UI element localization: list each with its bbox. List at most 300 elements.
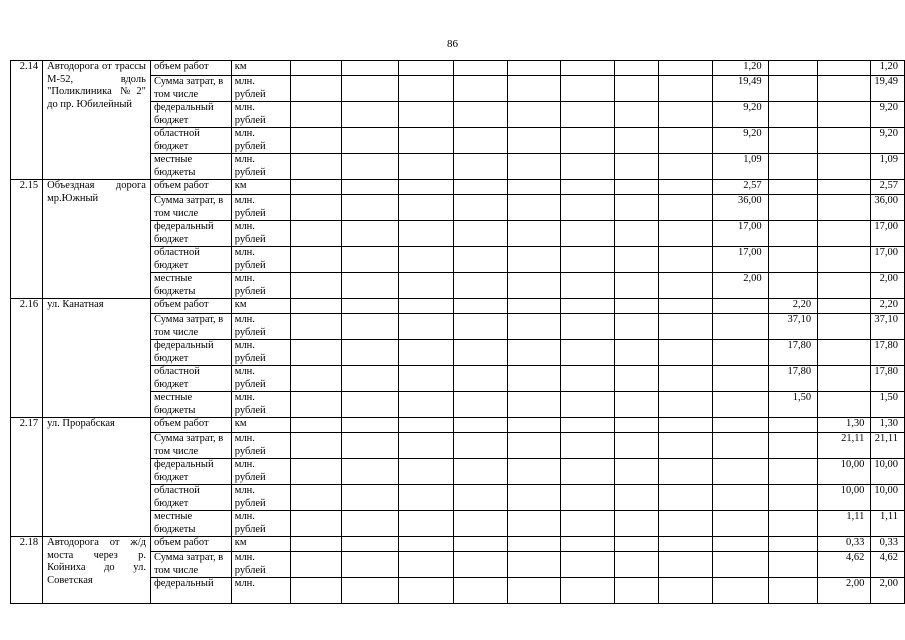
- total-value: 17,80: [871, 340, 905, 366]
- total-value: 17,80: [871, 366, 905, 392]
- period-value: [712, 459, 768, 485]
- expense-type: областной бюджет: [150, 366, 231, 392]
- unit: млн. рублей: [231, 102, 290, 128]
- period-value: 10,00: [818, 459, 871, 485]
- period-value: [768, 221, 818, 247]
- budget-table: [10, 60, 905, 604]
- period-value: [290, 485, 342, 511]
- unit: млн. рублей: [231, 195, 290, 221]
- period-value: [342, 180, 399, 195]
- period-value: [614, 221, 659, 247]
- total-value: 2,20: [871, 299, 905, 314]
- total-value: 2,00: [871, 578, 905, 604]
- section-code: 2.17: [11, 418, 43, 537]
- period-value: 17,00: [712, 247, 768, 273]
- period-value: [659, 485, 712, 511]
- period-value: 2,00: [712, 273, 768, 299]
- period-value: [712, 578, 768, 604]
- period-value: [507, 511, 560, 537]
- unit: млн. рублей: [231, 273, 290, 299]
- period-value: [712, 418, 768, 433]
- total-value: 0,33: [871, 537, 905, 552]
- period-value: [614, 392, 659, 418]
- total-value: 17,00: [871, 247, 905, 273]
- period-value: [614, 273, 659, 299]
- period-value: [659, 154, 712, 180]
- page-number: 86: [447, 38, 458, 50]
- period-value: [399, 102, 454, 128]
- period-value: [507, 247, 560, 273]
- period-value: [342, 273, 399, 299]
- period-value: [507, 340, 560, 366]
- period-value: [454, 485, 507, 511]
- period-value: [399, 459, 454, 485]
- period-value: [342, 76, 399, 102]
- period-value: 0,33: [818, 537, 871, 552]
- period-value: [399, 578, 454, 604]
- period-value: [768, 537, 818, 552]
- expense-type: местные бюджеты: [150, 392, 231, 418]
- total-value: 1,09: [871, 154, 905, 180]
- period-value: [399, 511, 454, 537]
- period-value: [659, 61, 712, 76]
- period-value: [712, 366, 768, 392]
- period-value: [561, 76, 614, 102]
- expense-type: областной бюджет: [150, 485, 231, 511]
- total-value: 2,57: [871, 180, 905, 195]
- period-value: [659, 459, 712, 485]
- period-value: 2,57: [712, 180, 768, 195]
- period-value: [454, 578, 507, 604]
- table-row: [11, 180, 905, 195]
- total-value: 21,11: [871, 433, 905, 459]
- period-value: [290, 247, 342, 273]
- table-row: [11, 418, 905, 433]
- period-value: [561, 459, 614, 485]
- period-value: [342, 392, 399, 418]
- total-value: 9,20: [871, 102, 905, 128]
- period-value: [342, 459, 399, 485]
- period-value: [454, 61, 507, 76]
- period-value: [818, 392, 871, 418]
- period-value: [290, 180, 342, 195]
- period-value: [768, 180, 818, 195]
- period-value: [507, 433, 560, 459]
- period-value: [399, 273, 454, 299]
- period-value: [342, 433, 399, 459]
- total-value: 1,20: [871, 61, 905, 76]
- period-value: [768, 273, 818, 299]
- period-value: [659, 366, 712, 392]
- expense-type: объем работ: [150, 418, 231, 433]
- period-value: [818, 340, 871, 366]
- period-value: [290, 221, 342, 247]
- total-value: 1,11: [871, 511, 905, 537]
- period-value: [454, 392, 507, 418]
- period-value: [561, 273, 614, 299]
- period-value: [768, 76, 818, 102]
- period-value: [342, 195, 399, 221]
- period-value: [290, 273, 342, 299]
- period-value: [342, 418, 399, 433]
- period-value: [561, 392, 614, 418]
- period-value: [659, 180, 712, 195]
- period-value: [342, 299, 399, 314]
- period-value: [561, 128, 614, 154]
- period-value: 1,11: [818, 511, 871, 537]
- period-value: [454, 511, 507, 537]
- period-value: [399, 485, 454, 511]
- period-value: [561, 299, 614, 314]
- period-value: [659, 340, 712, 366]
- period-value: [818, 366, 871, 392]
- period-value: [342, 485, 399, 511]
- total-value: 19,49: [871, 76, 905, 102]
- expense-type: областной бюджет: [150, 128, 231, 154]
- unit: млн. рублей: [231, 340, 290, 366]
- period-value: [561, 485, 614, 511]
- period-value: [507, 418, 560, 433]
- unit: млн. рублей: [231, 459, 290, 485]
- period-value: 17,00: [712, 221, 768, 247]
- period-value: [614, 340, 659, 366]
- period-value: [712, 433, 768, 459]
- period-value: [768, 195, 818, 221]
- period-value: [342, 366, 399, 392]
- unit: млн. рублей: [231, 552, 290, 578]
- period-value: [614, 247, 659, 273]
- period-value: [454, 221, 507, 247]
- expense-type: Сумма затрат, в том числе: [150, 314, 231, 340]
- period-value: [507, 128, 560, 154]
- period-value: [768, 459, 818, 485]
- period-value: [561, 340, 614, 366]
- total-value: 4,62: [871, 552, 905, 578]
- period-value: [507, 485, 560, 511]
- period-value: [712, 392, 768, 418]
- period-value: [290, 340, 342, 366]
- total-value: 2,00: [871, 273, 905, 299]
- period-value: [454, 366, 507, 392]
- period-value: [561, 102, 614, 128]
- expense-type: федеральный: [150, 578, 231, 604]
- period-value: [454, 180, 507, 195]
- period-value: [818, 247, 871, 273]
- total-value: 1,50: [871, 392, 905, 418]
- period-value: [342, 154, 399, 180]
- period-value: [399, 340, 454, 366]
- section-name: Автодорога от ж/д моста через р. Койниха до ул. Советская: [43, 537, 151, 604]
- unit: млн. рублей: [231, 221, 290, 247]
- period-value: [342, 537, 399, 552]
- period-value: [290, 299, 342, 314]
- period-value: [659, 221, 712, 247]
- period-value: [342, 247, 399, 273]
- period-value: [290, 102, 342, 128]
- period-value: [507, 578, 560, 604]
- period-value: [561, 578, 614, 604]
- period-value: [454, 102, 507, 128]
- total-value: 1,30: [871, 418, 905, 433]
- period-value: [342, 128, 399, 154]
- period-value: [659, 273, 712, 299]
- period-value: [614, 459, 659, 485]
- period-value: [768, 61, 818, 76]
- period-value: [818, 195, 871, 221]
- period-value: 19,49: [712, 76, 768, 102]
- period-value: [818, 102, 871, 128]
- period-value: [614, 433, 659, 459]
- period-value: [768, 418, 818, 433]
- period-value: [659, 195, 712, 221]
- period-value: [290, 195, 342, 221]
- expense-type: местные бюджеты: [150, 154, 231, 180]
- period-value: [561, 221, 614, 247]
- period-value: [507, 221, 560, 247]
- period-value: [454, 314, 507, 340]
- unit: км: [231, 61, 290, 76]
- period-value: 4,62: [818, 552, 871, 578]
- period-value: [399, 537, 454, 552]
- period-value: 9,20: [712, 102, 768, 128]
- period-value: [507, 102, 560, 128]
- period-value: [290, 459, 342, 485]
- period-value: [290, 61, 342, 76]
- unit: млн. рублей: [231, 433, 290, 459]
- period-value: [399, 433, 454, 459]
- period-value: [454, 273, 507, 299]
- total-value: 9,20: [871, 128, 905, 154]
- expense-type: местные бюджеты: [150, 511, 231, 537]
- period-value: [342, 511, 399, 537]
- period-value: [454, 76, 507, 102]
- period-value: [712, 485, 768, 511]
- period-value: [712, 537, 768, 552]
- period-value: 17,80: [768, 366, 818, 392]
- period-value: [399, 76, 454, 102]
- expense-type: объем работ: [150, 61, 231, 76]
- total-value: 36,00: [871, 195, 905, 221]
- unit: км: [231, 180, 290, 195]
- expense-type: областной бюджет: [150, 247, 231, 273]
- period-value: [399, 195, 454, 221]
- period-value: 1,20: [712, 61, 768, 76]
- period-value: [454, 299, 507, 314]
- section-name: Автодорога от трассы М-52, вдоль "Поликлиника №2" до пр. Юбилейный: [43, 61, 151, 180]
- period-value: [561, 180, 614, 195]
- period-value: [768, 511, 818, 537]
- period-value: [659, 392, 712, 418]
- period-value: [818, 221, 871, 247]
- period-value: [507, 366, 560, 392]
- period-value: [454, 418, 507, 433]
- period-value: [507, 459, 560, 485]
- total-value: 10,00: [871, 485, 905, 511]
- period-value: [454, 340, 507, 366]
- total-value: 17,00: [871, 221, 905, 247]
- period-value: [507, 314, 560, 340]
- period-value: [507, 76, 560, 102]
- unit: млн. рублей: [231, 511, 290, 537]
- unit: млн. рублей: [231, 128, 290, 154]
- period-value: [659, 578, 712, 604]
- period-value: [561, 366, 614, 392]
- period-value: [507, 61, 560, 76]
- period-value: [614, 154, 659, 180]
- period-value: [399, 221, 454, 247]
- period-value: [818, 273, 871, 299]
- period-value: [399, 418, 454, 433]
- unit: млн.: [231, 578, 290, 604]
- period-value: [399, 128, 454, 154]
- period-value: [712, 340, 768, 366]
- period-value: [399, 247, 454, 273]
- total-value: 37,10: [871, 314, 905, 340]
- period-value: [614, 299, 659, 314]
- period-value: [659, 552, 712, 578]
- period-value: [454, 433, 507, 459]
- period-value: [290, 552, 342, 578]
- period-value: [454, 128, 507, 154]
- unit: км: [231, 418, 290, 433]
- period-value: [454, 537, 507, 552]
- period-value: [614, 578, 659, 604]
- expense-type: Сумма затрат, в том числе: [150, 76, 231, 102]
- period-value: 2,20: [768, 299, 818, 314]
- period-value: [768, 578, 818, 604]
- period-value: [399, 314, 454, 340]
- period-value: [768, 485, 818, 511]
- expense-type: Сумма затрат, в том числе: [150, 195, 231, 221]
- period-value: 1,09: [712, 154, 768, 180]
- period-value: [507, 392, 560, 418]
- period-value: [614, 180, 659, 195]
- expense-type: федеральный бюджет: [150, 459, 231, 485]
- period-value: [507, 180, 560, 195]
- period-value: [712, 511, 768, 537]
- period-value: [561, 154, 614, 180]
- period-value: [399, 366, 454, 392]
- expense-type: местные бюджеты: [150, 273, 231, 299]
- unit: млн. рублей: [231, 366, 290, 392]
- period-value: [614, 128, 659, 154]
- period-value: [818, 76, 871, 102]
- table-row: [11, 537, 905, 552]
- unit: млн. рублей: [231, 314, 290, 340]
- period-value: 9,20: [712, 128, 768, 154]
- period-value: [712, 552, 768, 578]
- period-value: [712, 299, 768, 314]
- period-value: [290, 537, 342, 552]
- period-value: [561, 195, 614, 221]
- period-value: [561, 314, 614, 340]
- period-value: [659, 511, 712, 537]
- period-value: [659, 299, 712, 314]
- period-value: [507, 195, 560, 221]
- period-value: [342, 578, 399, 604]
- period-value: [507, 299, 560, 314]
- period-value: [561, 61, 614, 76]
- period-value: [614, 418, 659, 433]
- period-value: [454, 154, 507, 180]
- section-code: 2.14: [11, 61, 43, 180]
- unit: млн. рублей: [231, 247, 290, 273]
- period-value: [507, 552, 560, 578]
- period-value: [290, 392, 342, 418]
- unit: км: [231, 537, 290, 552]
- period-value: [818, 299, 871, 314]
- period-value: [342, 61, 399, 76]
- period-value: [614, 314, 659, 340]
- period-value: [614, 366, 659, 392]
- section-code: 2.16: [11, 299, 43, 418]
- period-value: [818, 314, 871, 340]
- table-row: [11, 299, 905, 314]
- expense-type: федеральный бюджет: [150, 221, 231, 247]
- expense-type: объем работ: [150, 537, 231, 552]
- period-value: [659, 247, 712, 273]
- period-value: [818, 180, 871, 195]
- table-row: [11, 61, 905, 76]
- period-value: [290, 418, 342, 433]
- period-value: 10,00: [818, 485, 871, 511]
- period-value: [768, 552, 818, 578]
- period-value: [399, 61, 454, 76]
- period-value: [454, 552, 507, 578]
- period-value: [290, 314, 342, 340]
- section-code: 2.18: [11, 537, 43, 604]
- period-value: [659, 537, 712, 552]
- period-value: [454, 247, 507, 273]
- expense-type: Сумма затрат, в том числе: [150, 552, 231, 578]
- period-value: [561, 511, 614, 537]
- period-value: [818, 128, 871, 154]
- period-value: [342, 552, 399, 578]
- period-value: [659, 433, 712, 459]
- period-value: [614, 537, 659, 552]
- period-value: [342, 102, 399, 128]
- period-value: [290, 154, 342, 180]
- period-value: [342, 340, 399, 366]
- unit: млн. рублей: [231, 392, 290, 418]
- total-value: 10,00: [871, 459, 905, 485]
- expense-type: объем работ: [150, 299, 231, 314]
- period-value: [659, 102, 712, 128]
- period-value: [614, 195, 659, 221]
- period-value: [507, 273, 560, 299]
- period-value: [614, 61, 659, 76]
- unit: млн. рублей: [231, 485, 290, 511]
- period-value: 21,11: [818, 433, 871, 459]
- period-value: [290, 128, 342, 154]
- period-value: [561, 433, 614, 459]
- period-value: [614, 511, 659, 537]
- period-value: [659, 418, 712, 433]
- period-value: [768, 154, 818, 180]
- expense-type: федеральный бюджет: [150, 340, 231, 366]
- period-value: [290, 578, 342, 604]
- period-value: [561, 247, 614, 273]
- period-value: [399, 299, 454, 314]
- period-value: 1,30: [818, 418, 871, 433]
- period-value: [614, 485, 659, 511]
- period-value: [659, 314, 712, 340]
- period-value: [818, 61, 871, 76]
- period-value: [507, 537, 560, 552]
- period-value: [342, 221, 399, 247]
- period-value: [614, 552, 659, 578]
- period-value: [454, 195, 507, 221]
